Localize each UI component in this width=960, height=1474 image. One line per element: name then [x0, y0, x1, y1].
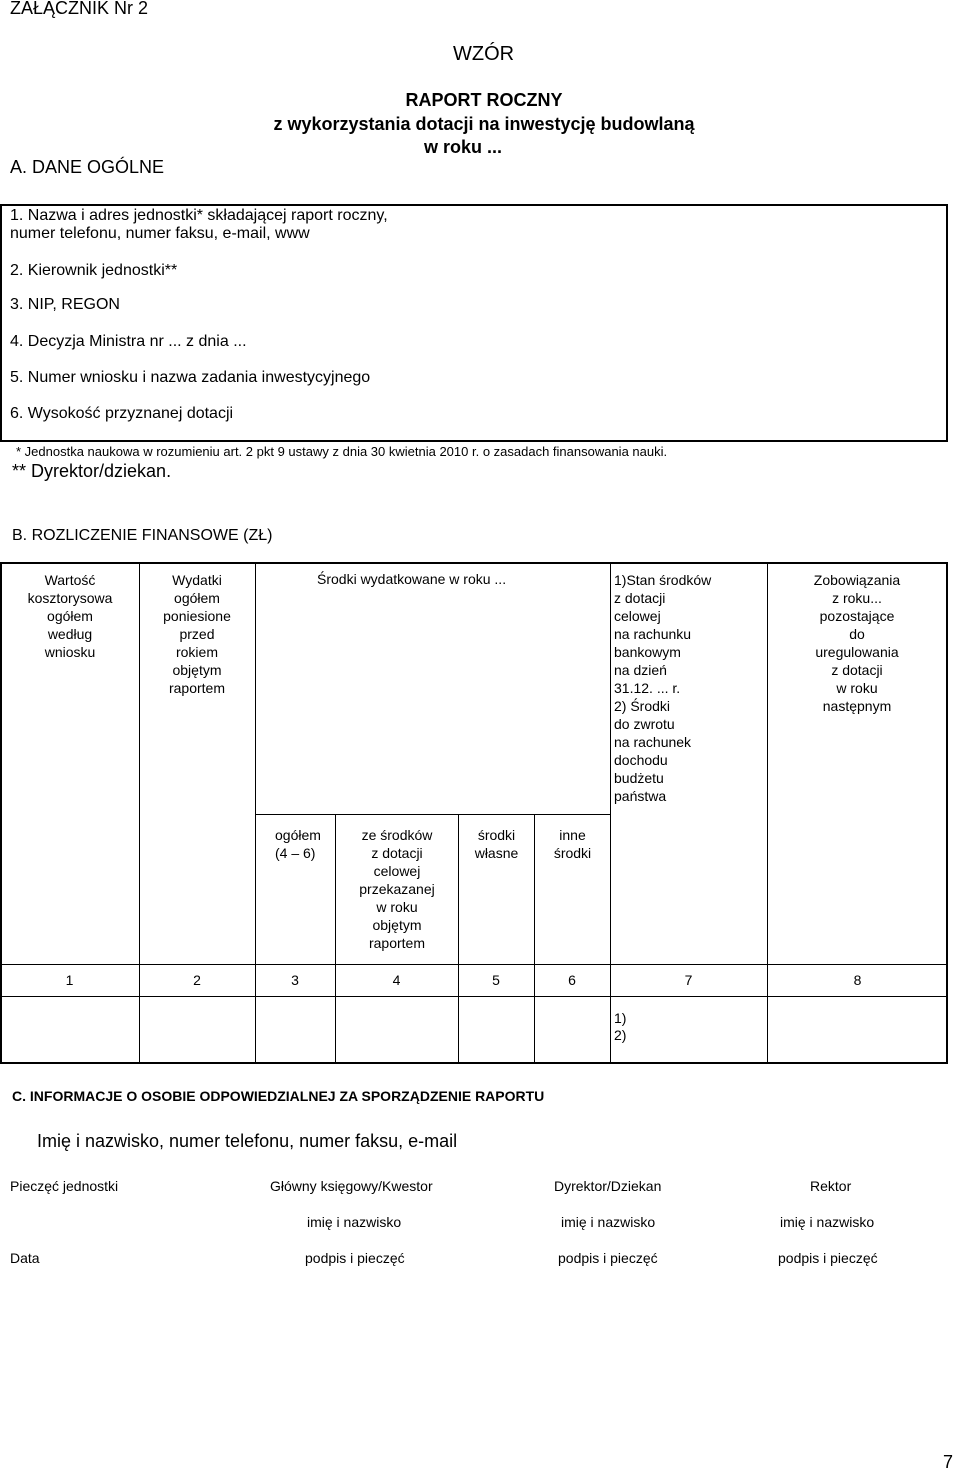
col-estimated-value: Wartość kosztorysowa ogółem według wniosku [27, 572, 113, 660]
director-sign-label: podpis i pieczęć [558, 1250, 658, 1266]
person-contact-line: Imię i nazwisko, numer telefonu, numer faksu, e-mail [37, 1131, 458, 1151]
annex-label: ZAŁĄCZNIK Nr 2 [10, 0, 149, 18]
sub-own-funds: środki własne [474, 827, 519, 861]
sub-other-funds: inne środki [553, 827, 592, 861]
stamp-label: Pieczęć jednostki [10, 1178, 119, 1194]
col-previous-expenses: Wydatki ogółem poniesione przed rokiem objętym raportem [163, 572, 231, 696]
director-label: Dyrektor/Dziekan [554, 1178, 662, 1194]
report-subtitle: z wykorzystania dotacji na inwestycję budowlaną [273, 114, 695, 134]
rector-label: Rektor [810, 1178, 852, 1194]
date-label: Data [10, 1250, 40, 1266]
col-number-4: 4 [392, 972, 401, 988]
general-item-3: 3. NIP, REGON [10, 296, 120, 313]
pattern-label: WZÓR [453, 43, 515, 65]
sub-total: ogółem (4 – 6) [275, 827, 321, 861]
col-obligations: Zobowiązania z roku... pozostające do uregulowania z dotacji w roku następnym [813, 572, 901, 714]
accountant-label: Główny księgowy/Kwestor [270, 1178, 433, 1194]
section-a-title: A. DANE OGÓLNE [10, 157, 165, 177]
section-c-title-text: C. INFORMACJE O OSOBIE ODPOWIEDZIALNEJ ZA SPORZĄDZENIE RAPORTU [12, 1088, 545, 1104]
sub-subsidy-funds: ze środków z dotacji celowej przekazanej w roku objętym raportem [359, 827, 435, 951]
col-number-3: 3 [291, 972, 299, 988]
rector-sign-label: podpis i pieczęć [778, 1250, 878, 1266]
data-row-col7: 1) 2) [614, 1010, 627, 1043]
footnote-director: ** Dyrektor/dziekan. [12, 461, 172, 481]
report-title: RAPORT ROCZNY [405, 90, 563, 110]
section-c-title [12, 1088, 544, 1104]
general-item-4: 4. Decyzja Ministra nr ... z dnia ... [10, 333, 247, 350]
general-item-1: 1. Nazwa i adres jednostki* składającej raport roczny, numer telefonu, numer faksu, e-mail, www [10, 207, 388, 242]
accountant-name-label: imię i nazwisko [307, 1214, 402, 1230]
rector-name-label: imię i nazwisko [780, 1214, 875, 1230]
director-name-label: imię i nazwisko [561, 1214, 656, 1230]
col-number-8: 8 [853, 972, 862, 988]
col-number-6: 6 [568, 972, 576, 988]
report-year: w roku ... [424, 137, 503, 157]
col-number-1: 1 [65, 972, 74, 988]
general-item-6: 6. Wysokość przyznanej dotacji [10, 405, 234, 422]
section-b-title: B. ROZLICZENIE FINANSOWE (ZŁ) [12, 527, 273, 544]
col-number-7: 7 [684, 972, 693, 988]
col-funds-balance: 1)Stan środków z dotacji celowej na rachunku bankowym na dzień 31.12. ... r. 2) Środki do zwrotu na rachunek dochodu budżetu państwa [614, 572, 712, 804]
col-number-2: 2 [193, 972, 201, 988]
general-item-2: 2. Kierownik jednostki** [10, 262, 178, 279]
footnote-unit: * Jednostka naukowa w rozumieniu art. 2 pkt 9 ustawy z dnia 30 kwietnia 2010 r. o zasadach finansowania nauki. [16, 444, 668, 459]
general-item-5: 5. Numer wniosku i nazwa zadania inwestycyjnego [10, 369, 371, 386]
page-number: 7 [943, 1452, 954, 1472]
col-number-5: 5 [492, 972, 500, 988]
accountant-sign-label: podpis i pieczęć [305, 1250, 405, 1266]
col-spent-funds: Środki wydatkowane w roku ... [317, 571, 507, 587]
